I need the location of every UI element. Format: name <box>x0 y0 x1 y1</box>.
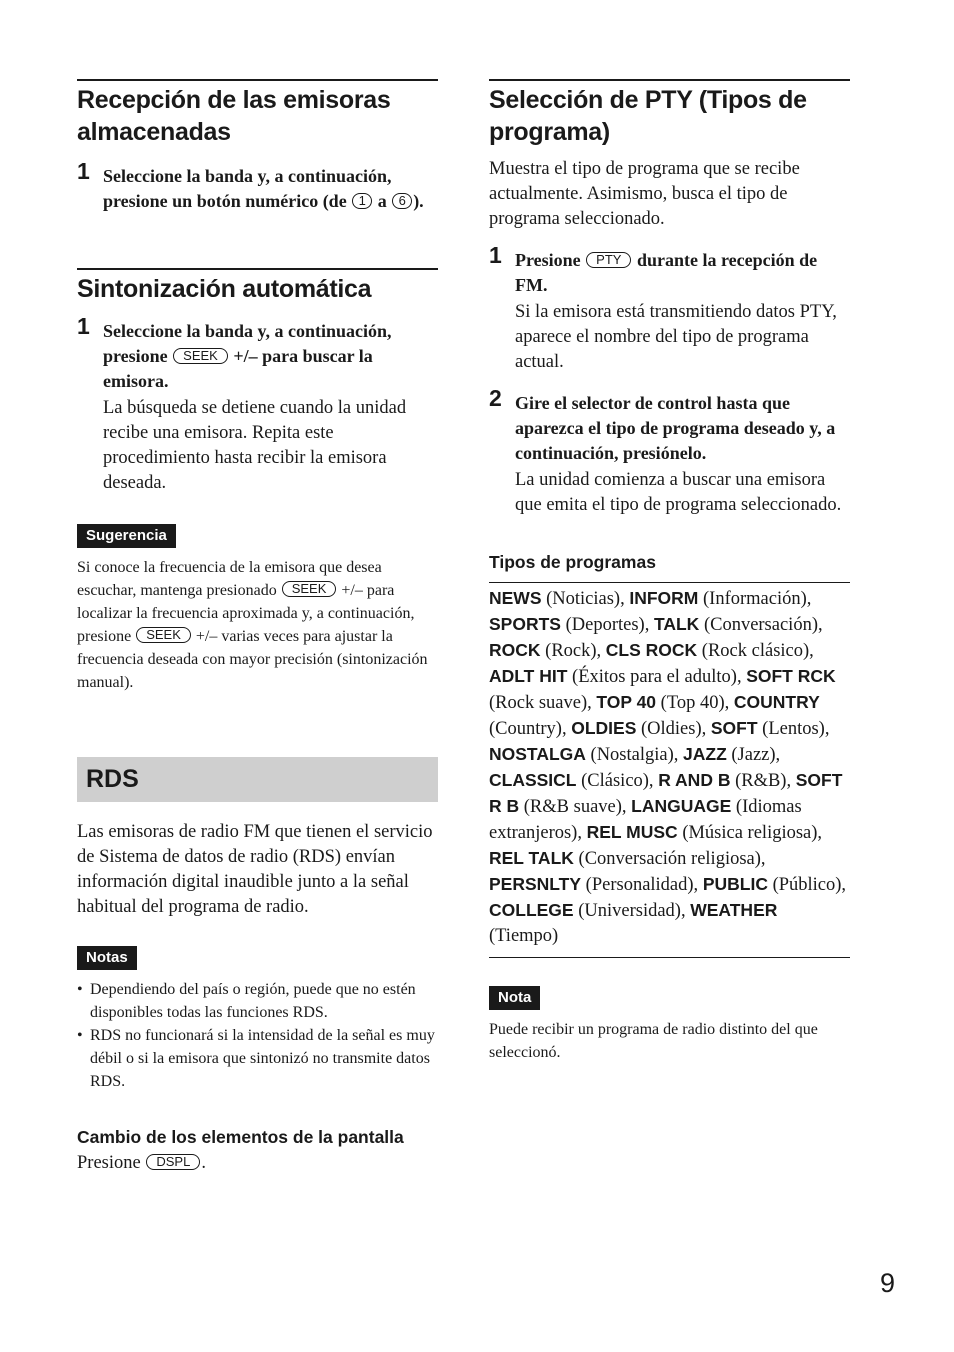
program-type-description: (Rock), <box>540 641 606 661</box>
program-type-description: (Conversación religiosa), <box>573 849 766 869</box>
step-instruction <box>103 164 438 214</box>
step-number: 2 <box>489 385 502 411</box>
pty-intro: Muestra el tipo de programa que se recibe actualmente. Asimismo, busca el tipo de programa seleccionado. <box>489 159 800 229</box>
program-type-description: (Rock clásico), <box>697 641 814 661</box>
program-type-code: PERSNLTY <box>489 874 582 894</box>
program-type-code: ADLT HIT <box>489 666 568 686</box>
program-type-description: (R&B), <box>730 771 796 791</box>
heading-pty: Selección de PTY (Tipos de programa) <box>489 86 807 146</box>
dspl-key: DSPL <box>146 1154 200 1170</box>
tip-text <box>77 556 438 694</box>
program-type-description: (Éxitos para el adulto), <box>567 667 747 687</box>
program-type-code: CLASSICL <box>489 770 577 790</box>
step-explanation: La unidad comienza a buscar una emisora que emita el tipo de programa seleccionado. <box>515 470 842 515</box>
program-type-code: NEWS <box>489 588 542 608</box>
program-type-code: TOP 40 <box>596 692 657 712</box>
program-types-heading: Tipos de programas <box>489 552 656 572</box>
step-text: ). <box>413 191 424 211</box>
seek-key: SEEK <box>173 348 228 364</box>
page-number: 9 <box>880 1268 896 1298</box>
pty-key: PTY <box>586 252 631 268</box>
step-instruction <box>103 319 438 394</box>
program-type-code: COUNTRY <box>733 692 820 712</box>
preset-1-key: 1 <box>352 193 372 209</box>
notes-list <box>77 978 438 1093</box>
step-1-pty <box>489 242 850 375</box>
rds-heading: RDS <box>77 757 438 802</box>
tip-text-part: +/– varias veces para ajustar la frecuencia deseada con mayor precisión (sintonización manual). <box>77 628 428 691</box>
tip-text-part: Si conoce la frecuencia de la emisora que desea escuchar, mantenga presionado <box>77 559 382 599</box>
program-type-code: SOFT R B <box>489 770 843 816</box>
program-type-description: (Jazz), <box>726 745 781 765</box>
left-column <box>77 79 438 1176</box>
step-text: Seleccione la banda y, a continuación, presione un botón numérico (de <box>103 166 392 211</box>
program-type-description: (Nostalgia), <box>585 745 684 765</box>
step-text: Seleccione la banda y, a continuación, presione <box>103 321 392 366</box>
program-type-description: (Tiempo) <box>489 926 559 946</box>
program-type-description: (Música religiosa), <box>677 823 823 843</box>
step-explanation: La búsqueda se detiene cuando la unidad recibe una emisora. Repita este procedimiento hasta recibir la emisora deseada. <box>103 398 407 493</box>
program-type-description: (Información), <box>698 589 812 609</box>
step-1-stored <box>77 158 438 214</box>
program-type-code: SOFT RCK <box>746 666 836 686</box>
program-type-code: JAZZ <box>683 744 727 764</box>
program-types-list <box>489 582 850 958</box>
heading-auto-tuning: Sintonización automática <box>77 275 372 303</box>
program-type-description: (Público), <box>767 875 847 895</box>
program-type-description: (Top 40), <box>656 693 734 713</box>
program-type-code: LANGUAGE <box>631 796 732 816</box>
note-text: Puede recibir un programa de radio distinto del que seleccionó. <box>489 1021 818 1061</box>
step-number: 1 <box>77 158 90 184</box>
display-instruction <box>77 1151 438 1176</box>
program-type-code: SOFT <box>710 718 758 738</box>
display-text: Presione <box>77 1153 146 1173</box>
note-label: Nota <box>489 986 540 1010</box>
step-text: +/– para buscar la emisora. <box>103 346 373 391</box>
program-type-code: OLDIES <box>571 718 637 738</box>
program-type-code: INFORM <box>629 588 699 608</box>
program-type-description: (Rock suave), <box>489 693 597 713</box>
display-block <box>77 1125 438 1176</box>
step-number: 1 <box>77 313 90 339</box>
step-number: 1 <box>489 242 502 268</box>
step-1-auto <box>77 313 438 496</box>
program-type-description: (Universidad), <box>573 901 691 921</box>
seek-key: SEEK <box>282 581 337 597</box>
program-type-code: ROCK <box>489 640 541 660</box>
program-type-description: (Noticias), <box>541 589 630 609</box>
program-type-description: (Clásico), <box>576 771 659 791</box>
tip-label: Sugerencia <box>77 524 176 548</box>
program-type-code: REL MUSC <box>586 822 678 842</box>
rds-intro: Las emisoras de radio FM que tienen el servicio de Sistema de datos de radio (RDS) envían información digital inaudible junto a la señal habitual del programa de radio. <box>77 822 433 917</box>
step-text: durante la recepción de FM. <box>515 250 818 295</box>
step-2-pty <box>489 385 850 518</box>
notes-block <box>77 946 438 1093</box>
seek-key: SEEK <box>136 627 191 643</box>
display-text: . <box>201 1153 206 1173</box>
step-explanation: Si la emisora está transmitiendo datos PTY, aparece el nombre del tipo de programa actual. <box>515 302 837 372</box>
program-type-description: (Conversación), <box>699 615 823 635</box>
step-instruction <box>515 248 850 298</box>
program-type-code: TALK <box>653 614 700 634</box>
step-text: Presione <box>515 250 586 270</box>
step-text: a <box>373 191 392 211</box>
note-item: • RDS no funcionará si la intensidad de la señal es muy débil o si la emisora que sintonizó no transmite datos RDS. <box>77 1024 438 1093</box>
program-type-description: (Deportes), <box>560 615 654 635</box>
program-type-description: (Lentos), <box>757 719 830 739</box>
program-type-code: SPORTS <box>489 614 561 634</box>
program-type-code: WEATHER <box>690 900 778 920</box>
heading-stored-stations: Recepción de las emisoras almacenadas <box>77 86 391 146</box>
program-type-code: COLLEGE <box>489 900 574 920</box>
program-type-code: R AND B <box>658 770 731 790</box>
program-type-description: (Idiomas extranjeros), <box>489 797 802 843</box>
program-type-code: CLS ROCK <box>605 640 698 660</box>
program-type-code: NOSTALGA <box>489 744 586 764</box>
program-type-description: (Personalidad), <box>581 875 703 895</box>
display-heading: Cambio de los elementos de la pantalla <box>77 1127 404 1147</box>
preset-6-key: 6 <box>392 193 412 209</box>
program-type-description: (R&B suave), <box>519 797 632 817</box>
program-type-code: REL TALK <box>489 848 574 868</box>
step-instruction: Gire el selector de control hasta que aparezca el tipo de programa deseado y, a continuación, presiónelo. <box>515 393 836 463</box>
program-type-description: (Country), <box>489 719 572 739</box>
right-column <box>489 79 850 1064</box>
notes-label: Notas <box>77 946 137 970</box>
program-type-code: PUBLIC <box>702 874 768 894</box>
tip-text-part: +/– para localizar la frecuencia aproximada y, a continuación, presione <box>77 582 415 645</box>
note-item: • Dependiendo del país o región, puede que no estén disponibles todas las funciones RDS. <box>77 978 438 1024</box>
note-block <box>489 986 850 1064</box>
tip-block <box>77 524 438 694</box>
program-type-description: (Oldies), <box>636 719 711 739</box>
